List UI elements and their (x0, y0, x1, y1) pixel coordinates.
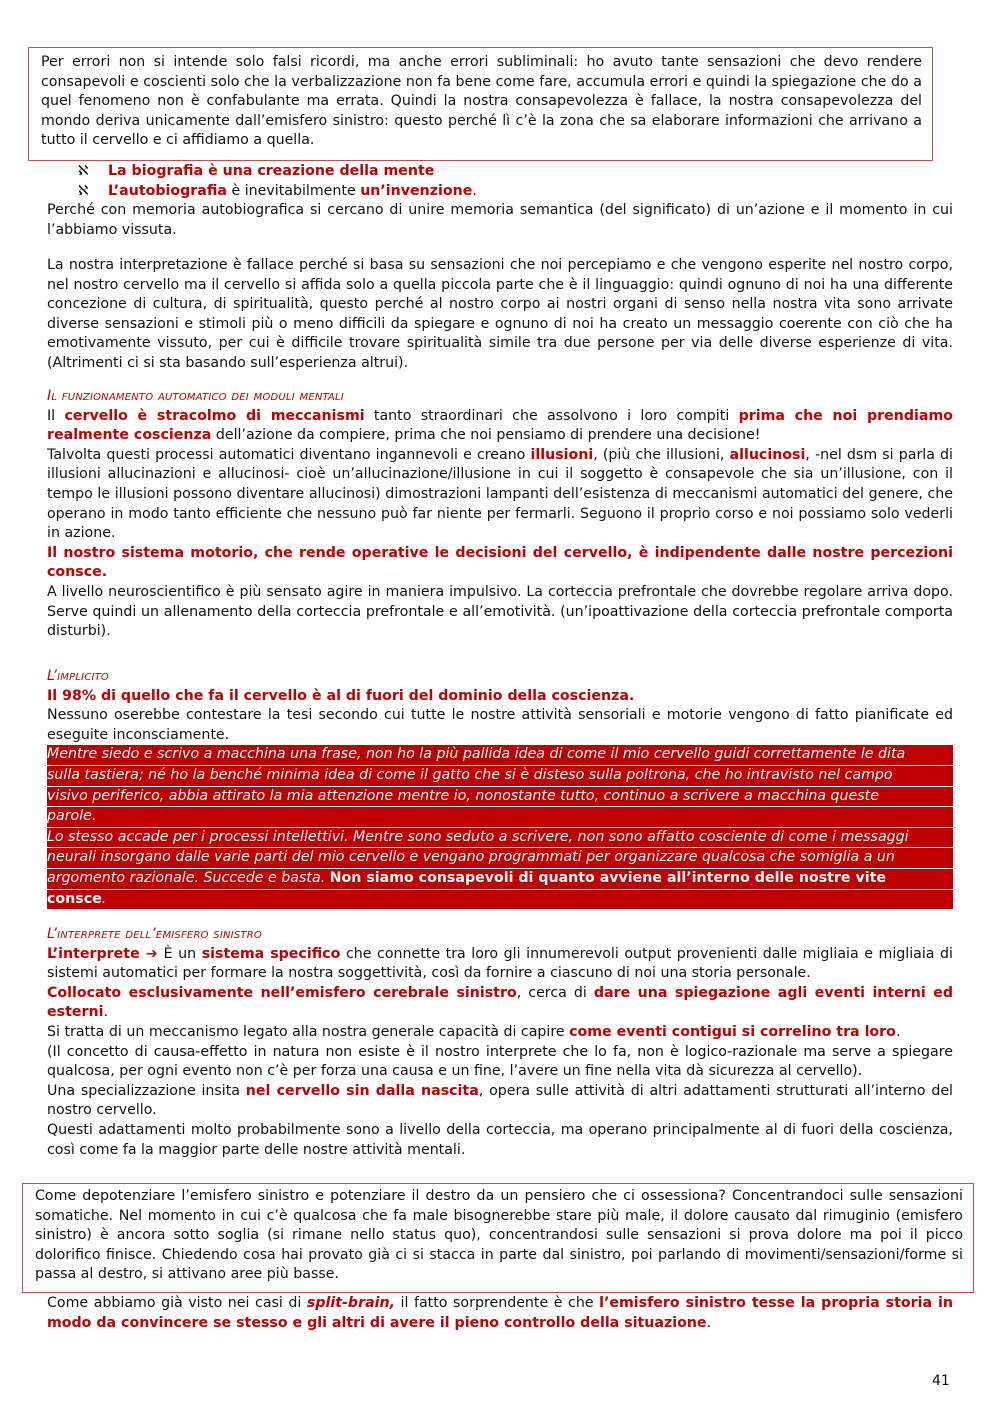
aleph-bullet-icon: ℵ (78, 163, 89, 179)
paragraph-memory: Perché con memoria autobiografica si cercano di unire memoria semantica (del significato) di un’azione e il momento in cui l’abbiamo vissuta. (47, 202, 953, 238)
note-text: Come depotenziare l’emisfero sinistro e potenziare il destro da un pensiero che ci ossessiona? Concentrandoci sulle sensazioni somatiche. Nel momento in cui c’è qualcosa che fa male bisognerebbe stare più male, il dolore causato dal rimuginio (emisfero sinistro) è ancora sotto soglia (si rimane nello status quo), concentrandosi sulle sensazioni si prova dolore ma poi il picco dolorifico finisce. Chiedendo cosa hai provato già ci si stacca in parte dal sinistro, poi parlando di movimenti/sensazioni/forme si passa al destro, si attivano aree più basse. (35, 1188, 963, 1283)
note-box-bottom (22, 1183, 974, 1293)
section-heading: L’interprete dell’emisfero sinistro (47, 926, 262, 942)
note-box-top (28, 47, 933, 161)
quote-block: Mentre siedo e scrivo a macchina una frase, non ho la più pallida idea di come il mio cervello guidi correttamente le dita sulla tastiera; né ho la benché minima idea di come il gatto che si è disteso sulla poltrona, che ho intravisto nel campo visivo periferico, abbia attirato la mia attenzione mentre io, nonostante tutto, continuo a scrivere a macchina queste parole. Lo stesso accade per i processi intellettivi. Mentre sono seduto a scrivere, non sono affatto cosciente di come i messaggi neurali insorgano dalle varie parti del mio cervello e vengano programmati per organizzare qualcosa che somiglia a un argomento razionale. Succede e basta. Non siamo consapevoli di quanto avviene all’interno delle nostre vite consce. (47, 745, 953, 910)
list-item: ℵ La biografia è una creazione della mente (78, 162, 477, 182)
section-interpreter: L’interprete dell’emisfero sinistro L’interprete ➔ È un sistema specifico che connette tra loro gli innumerevoli output provenienti dalle migliaia e migliaia di sistemi automatici per formare la nostra soggettività, così da fornire a ciascuno di noi una storia personale. Collocato esclusivamente nell’emisfero cerebrale sinistro, cerca di dare una spiegazione agli eventi interni ed esterni. Si tratta di un meccanismo legato alla nostra generale capacità di capire come eventi contigui si correlino tra loro. (Il concetto di causa-effetto in natura non esiste è il nostro interprete che lo fa, non è logico-razionale ma serve a spiegare qualcosa, per ogni evento non c’è per forza una causa e un fine, l’avere un fine nella vita dà sicurezza al cervello). Una specializzazione insita nel cervello sin dalla nascita, opera sulle attività di altri adattamenti strutturati all’interno del nostro cervello. Questi adattamenti molto probabilmente sono a livello della corteccia, ma operano principalmente al di fuori della coscienza, così come fa la maggior parte delle nostre attività mentali. (47, 926, 954, 1158)
section-heading: Il funzionamento automatico dei moduli mentali (47, 388, 344, 404)
aleph-bullet-icon: ℵ (78, 182, 89, 199)
section-implicit: L’implicito Il 98% di quello che fa il cervello è al di fuori del dominio della coscienza. Nessuno oserebbe contestare la tesi secondo cui tutte le nostre attività sensoriali e motorie vengono di fatto pianificate ed eseguite inconsciamente. Mentre siedo e scrivo a macchina una frase, non ho la più pallida idea di come il mio cervello guidi correttamente le dita sulla tastiera; né ho la benché minima idea di come il gatto che si è disteso sulla poltrona, che ho intravisto nel campo visivo periferico, abbia attirato la mia attenzione mentre io, nonostante tutto, continuo a scrivere a macchina queste parole. Lo stesso accade per i processi intellettivi. Mentre sono seduto a scrivere, non sono affatto cosciente di come i messaggi neurali insorgano dalle varie parti del mio cervello e vengano programmati per organizzare qualcosa che somiglia a un argomento razionale. Succede e basta. Non siamo consapevoli di quanto avviene all’interno delle nostre vite consce. (47, 667, 953, 910)
section-automatic-modules: Il funzionamento automatico dei moduli mentali Il cervello è stracolmo di meccanismi tanto straordinari che assolvono i loro compiti prima che noi prendiamo realmente coscienza dell’azione da compiere, prima che noi pensiamo di prendere una decisione! Talvolta questi processi automatici diventano ingannevoli e creano illusioni, (più che illusioni, allucinosi, -nel dsm si parla di illusioni allucinazioni e allucinosi- cioè un’allucinazione/illusione in cui il soggetto è consapevole che sia un’illusione, con il tempo le illusioni possono diventare allucinosi) dimostrazioni lampanti dell’esistenza di meccanismi automatici del genere, che operano in modo tanto efficiente che nessuno può far niente per fermarli. Seguono il proprio corso e noi possiamo solo vederli in azione. Il nostro sistema motorio, che rende operative le decisioni del cervello, è indipendente dalle nostre percezioni consce. A livello neuroscientifico è più sensato agire in maniera impulsivo. La corteccia prefrontale che dovrebbe regolare arriva dopo. Serve quindi un allenamento della corteccia prefrontale e all’emotività. (un’ipoattivazione della corteccia prefrontale comporta disturbi). (47, 388, 953, 640)
arrow-right-icon: ➔ (139, 945, 164, 962)
list-item: ℵ L’autobiografia è inevitabilmente un’invenzione. (78, 182, 477, 202)
note-text: Per errori non si intende solo falsi ricordi, ma anche errori subliminali: ho avuto tante sensazioni che devo rendere consapevoli e coscienti solo che la verbalizzazione non fa bene come fare, accumula errori e quindi la spiegazione che do a quel fenomeno non è confabulante ma errata. Quindi la nostra consapevolezza è fallace, la nostra consapevolezza del mondo deriva unicamente dall’emisfero sinistro: questo perché lì c’è la zona che sa elaborare informazioni che arrivano a tutto il cervello e ci affidiamo a quella. (41, 54, 922, 149)
page-number: 41 (932, 1373, 950, 1389)
paragraph-interpretation: La nostra interpretazione è fallace perché si basa su sensazioni che noi percepiamo e che vengono esperite nel nostro corpo, nel nostro cervello ma il cervello si affida solo a quella piccola parte che è il linguaggio: quindi ognuno di noi ha una differente concezione di cultura, di spiritualità, questo perché al nostro corpo ai nostri organi di senso nella nostra vita sono arrivate diverse sensazioni e stimoli più o meno difficili da spiegare e ognuno di noi ha creato un messaggio coerente con ciò che ha emotivamente vissuto, per cui è difficile trovare spiritualità simile tra due persone per via delle diverse esperienze di vita. (Altrimenti ci si sta basando sull’esperienza altrui). (47, 257, 953, 371)
bullet-list (78, 162, 477, 201)
paragraph-split-brain: Come abbiamo già visto nei casi di split-brain, il fatto sorprendente è che l’emisfero sinistro tesse la propria storia in modo da convincere se stesso e gli altri di avere il pieno controllo della situazione. (47, 1295, 954, 1331)
section-heading: L’implicito (47, 668, 109, 684)
